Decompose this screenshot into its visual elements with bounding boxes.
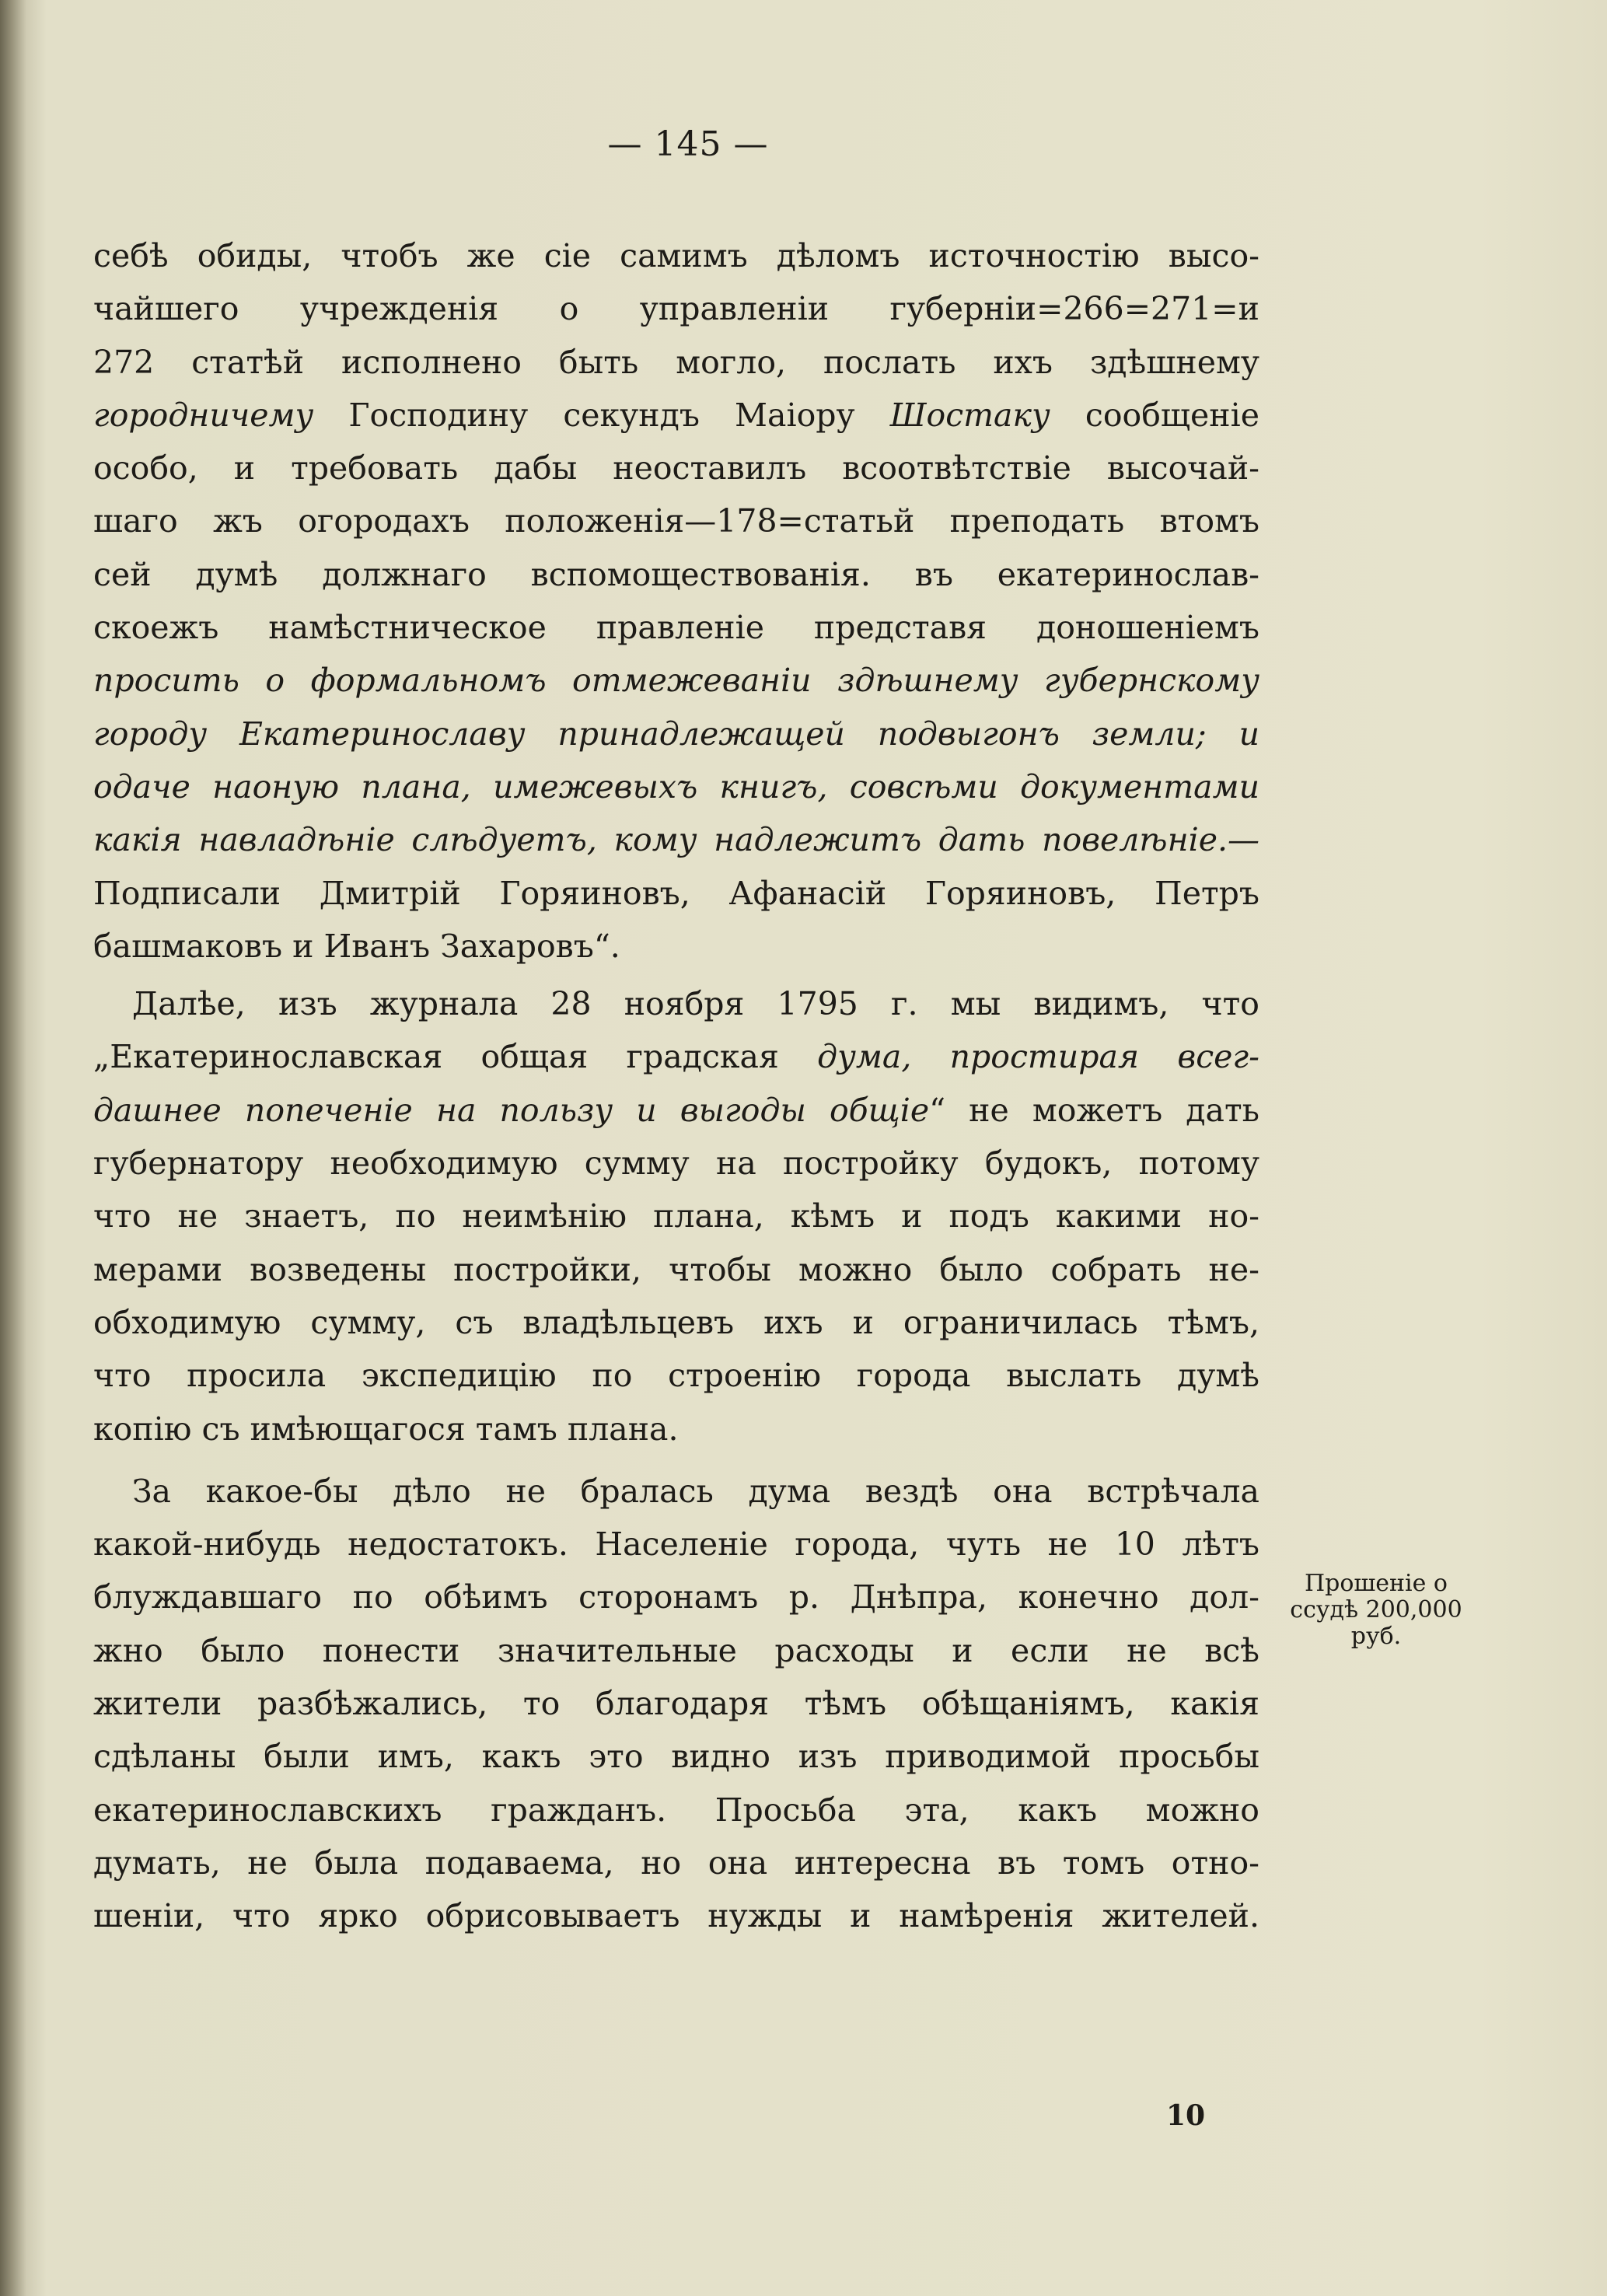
- text-line: [93, 1784, 1259, 1836]
- italic-text: Шостаку: [889, 396, 1050, 434]
- text-run: копію съ имѣющагося тамъ плана.: [93, 1410, 679, 1448]
- text-run: Подписали Дмитрій Горяиновъ, Афанасій Горяиновъ, Петръ: [93, 874, 1259, 912]
- text-line: [93, 1296, 1259, 1349]
- text-run: сообщеніе: [1050, 396, 1259, 434]
- page-number: — 145 —: [607, 124, 769, 164]
- signature-mark: 10: [1166, 2099, 1206, 2132]
- text-run: Господину секундъ Маіору: [313, 396, 890, 434]
- text-line: [93, 920, 1259, 973]
- italic-text: одаче наоную плана, имежевыхъ книгъ, совсѣми документами: [93, 767, 1259, 806]
- body-text: [93, 229, 1259, 1943]
- text-run: обходимую сумму, съ владѣльцевъ ихъ и ограничилась тѣмъ,: [93, 1303, 1259, 1341]
- text-run: чайшего учрежденія о управленіи губерніи=266=271=и: [93, 290, 1259, 328]
- text-line: [93, 1465, 1259, 1518]
- text-line: [93, 1889, 1259, 1942]
- text-run: блуждавшаго по обѣимъ сторонамъ р. Днѣпра, конечно дол-: [93, 1578, 1259, 1616]
- text-line: [93, 1403, 1259, 1456]
- italic-text: городу Екатеринославу принадлежащей подвыгонъ земли; и: [93, 715, 1259, 753]
- text-run: шеніи, что ярко обрисовываетъ нужды и намѣренія жителей.: [93, 1897, 1259, 1935]
- text-run: какой-нибудь недостатокъ. Населеніе города, чуть не 10 лѣтъ: [93, 1525, 1259, 1564]
- margin-note-line: Прошеніе о: [1304, 1570, 1448, 1597]
- text-line: [93, 1030, 1259, 1083]
- text-line: [93, 1137, 1259, 1190]
- text-line: [93, 336, 1259, 389]
- text-line: [93, 442, 1259, 494]
- text-line: [93, 1084, 1259, 1137]
- text-line: [93, 867, 1259, 920]
- text-run: сдѣланы были имъ, какъ это видно изъ приводимой просьбы: [93, 1738, 1259, 1776]
- text-run: сей думѣ должнаго вспомоществованія. въ екатеринослав-: [93, 555, 1259, 593]
- text-line: [93, 977, 1259, 1030]
- text-run: екатеринославскихъ гражданъ. Просьба эта, какъ можно: [93, 1791, 1259, 1829]
- text-line: [93, 1677, 1259, 1730]
- text-line: [93, 1190, 1259, 1242]
- text-run: скоежъ намѣстническое правленіе представя доношеніемъ: [93, 609, 1259, 647]
- text-line: [93, 1349, 1259, 1402]
- text-run: себѣ обиды, чтобъ же сіе самимъ дѣломъ источностію высо-: [93, 237, 1259, 274]
- text-run: 272 статѣй исполнено быть могло, послать ихъ здѣшнему: [93, 343, 1259, 381]
- text-run: особо, и требовать дабы неоставилъ всоотвѣтствіе высочай-: [93, 449, 1259, 488]
- text-run: что не знаетъ, по неимѣнію плана, кѣмъ и подъ какими но-: [93, 1197, 1259, 1235]
- text-line: [93, 494, 1259, 547]
- italic-text: какія навладѣніе слѣдуетъ, кому надлежитъ дать повелѣніе.—: [93, 821, 1259, 859]
- text-line: [93, 601, 1259, 654]
- text-line: [93, 1836, 1259, 1889]
- text-line: [93, 708, 1259, 760]
- italic-text: дашнее попеченіе на пользу и выгоды общіе: [93, 1091, 930, 1129]
- text-run: „Екатеринославская общая градская: [93, 1038, 818, 1076]
- text-run: шаго жъ огородахъ положенія—178=статьй преподать втомъ: [93, 502, 1259, 540]
- text-line: [93, 1730, 1259, 1783]
- text-run: За какое-бы дѣло не бралась дума вездѣ она встрѣчала: [132, 1472, 1259, 1510]
- text-run: жно было понести значительные расходы и если не всѣ: [93, 1631, 1259, 1669]
- text-line: [93, 229, 1259, 282]
- text-line: [93, 654, 1259, 707]
- text-run: губернатору необходимую сумму на постройку будокъ, потому: [93, 1145, 1259, 1183]
- text-line: [93, 813, 1259, 866]
- text-run: башмаковъ и Иванъ Захаровъ“.: [93, 927, 620, 965]
- text-line: [93, 548, 1259, 601]
- margin-note: [1275, 1571, 1477, 1650]
- text-line: [93, 282, 1259, 335]
- text-line: [93, 1624, 1259, 1677]
- text-line: [93, 1518, 1259, 1571]
- italic-text: городничему: [93, 396, 314, 434]
- text-run: “ не можетъ дать: [929, 1091, 1259, 1129]
- text-line: [93, 1243, 1259, 1296]
- text-line: [93, 760, 1259, 813]
- italic-text: просить о формальномъ отмежеваніи здѣшнему губернскому: [93, 662, 1259, 700]
- text-run: Далѣе, изъ журнала 28 ноября 1795 г. мы видимъ, что: [132, 985, 1259, 1023]
- text-run: думать, не была подаваема, но она интересна въ томъ отно-: [93, 1843, 1259, 1882]
- text-run: жители разбѣжались, то благодаря тѣмъ обѣщаніямъ, какія: [93, 1685, 1259, 1723]
- text-line: [93, 389, 1259, 442]
- margin-note-line: ссудѣ 200,000: [1290, 1596, 1462, 1623]
- italic-text: дума, простирая всег-: [817, 1038, 1259, 1076]
- margin-note-line: руб.: [1350, 1623, 1402, 1650]
- text-run: мерами возведены постройки, чтобы можно было собрать не-: [93, 1250, 1259, 1288]
- text-line: [93, 1571, 1259, 1623]
- text-run: что просила экспедицію по строенію города выслать думѣ: [93, 1357, 1259, 1395]
